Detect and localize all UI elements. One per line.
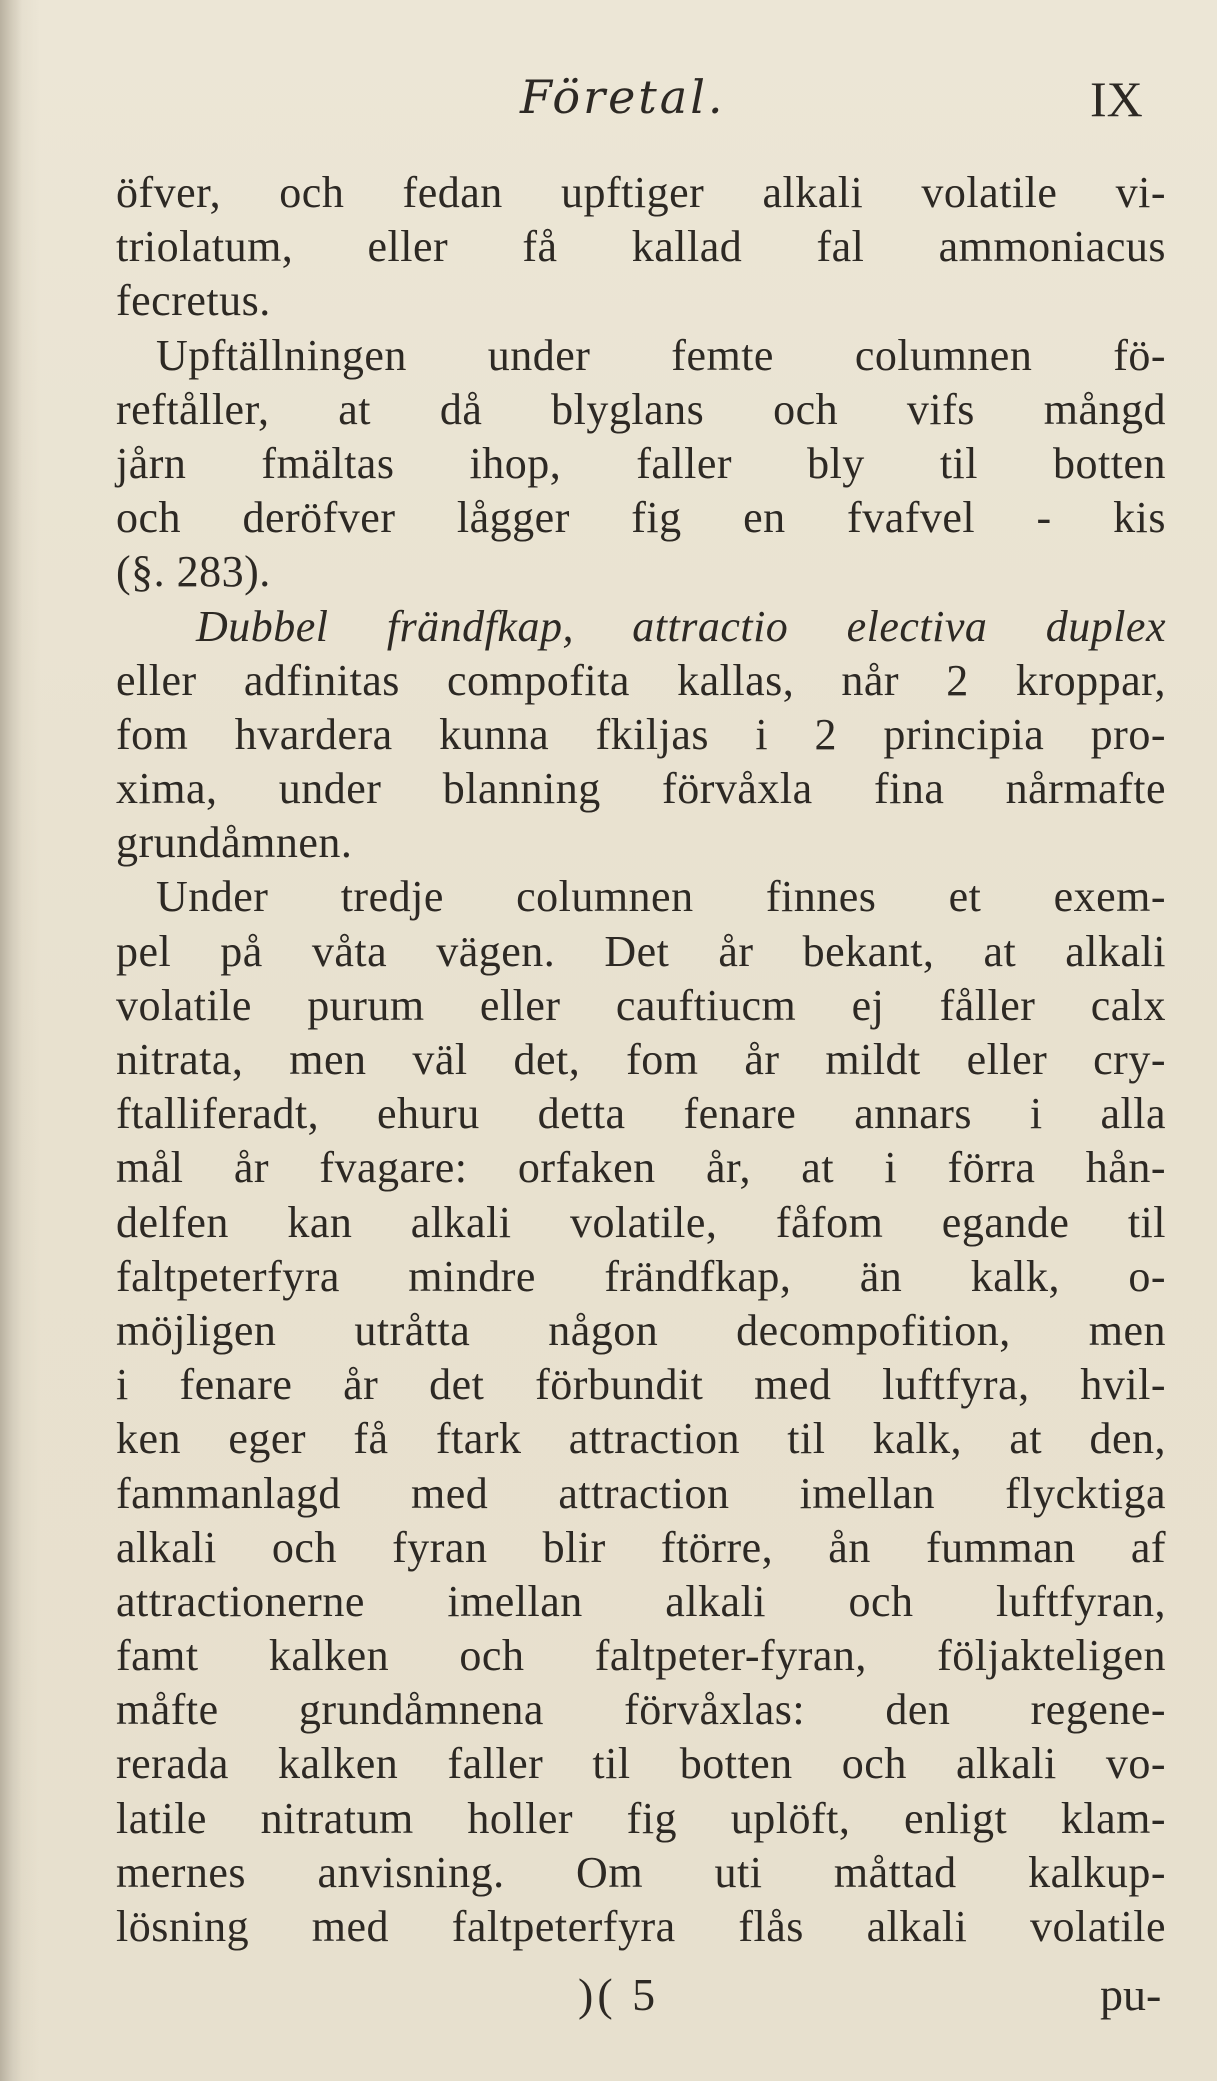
text-line: (§. 283). [116,547,271,597]
text-line: mål år fvagare: orfaken år, at i förra hån- [116,1143,1166,1193]
text-line: fom hvardera kunna fkiljas i 2 principia pro- [116,709,1166,759]
signature-mark: )( 5 [578,1969,660,2020]
text-line: attractionerne imellan alkali och luftfyran, [116,1576,1166,1626]
text-line: och deröfver lågger fig en fvafvel - kis [116,493,1166,543]
text-line: öfver, och fedan upftiger alkali volatile vi- [116,168,1166,217]
text-line: grundåmnen. [116,818,353,868]
running-title: Företal. [520,70,726,124]
body-text [116,166,1166,1954]
text-line: xima, under blanning förvåxla fina nårmafte [116,764,1166,814]
text-line: eller adfinitas compofita kallas, når 2 kroppar, [116,655,1166,705]
text-line: nitrata, men väl det, fom år mildt eller cry- [116,1035,1166,1084]
text-line: famt kalken och faltpeter-fyran, följakteligen [116,1631,1166,1681]
text-line: fecretus. [116,276,271,326]
page-number: IX [1090,71,1143,127]
text-line: mernes anvisning. Om uti måttad kalkup- [116,1847,1166,1897]
text-line: i fenare år det förbundit med luftfyra, hvil- [116,1360,1166,1410]
text-line: jårn fmältas ihop, faller bly til botten [116,438,1166,488]
text-line: volatile purum eller cauftiucm ej fåller calx [116,980,1166,1030]
text-line: lösning med faltpeterfyra flås alkali volatile [116,1902,1166,1951]
text-line: alkali och fyran blir ftörre, ån fumman af [116,1522,1166,1572]
text-line: fammanlagd med attraction imellan flycktiga [116,1468,1166,1518]
text-line: Dubbel frändfkap, attractio electiva duplex [196,601,1166,651]
text-line: Under tredje columnen finnes et exem- [156,872,1166,922]
text-line: rerada kalken faller til botten och alkali vo- [116,1739,1166,1789]
text-line: ftalliferadt, ehuru detta fenare annars i alla [116,1089,1166,1139]
text-line: reftåller, at då blyglans och vifs mångd [116,384,1166,434]
text-line: Upftällningen under femte columnen fö- [156,330,1166,380]
text-line: latile nitratum holler fig uplöft, enligt klam- [116,1793,1166,1843]
text-line: möjligen utråtta någon decompofition, men [116,1305,1166,1355]
text-line: delfen kan alkali volatile, fåfom egande til [116,1197,1166,1247]
text-line: faltpeterfyra mindre frändfkap, än kalk, o- [116,1251,1166,1301]
text-line: pel på våta vägen. Det år bekant, at alkali [116,926,1166,976]
text-line: triolatum, eller få kallad fal ammoniacus [116,222,1166,272]
page-header [0,70,1217,140]
page-footer [0,1968,1217,2038]
page-binding-edge [0,0,22,2081]
catchword: pu- [1100,1969,1162,2020]
text-line: måfte grundåmnena förvåxlas: den regene- [116,1685,1166,1735]
text-line: ken eger få ftark attraction til kalk, at den, [116,1414,1166,1464]
